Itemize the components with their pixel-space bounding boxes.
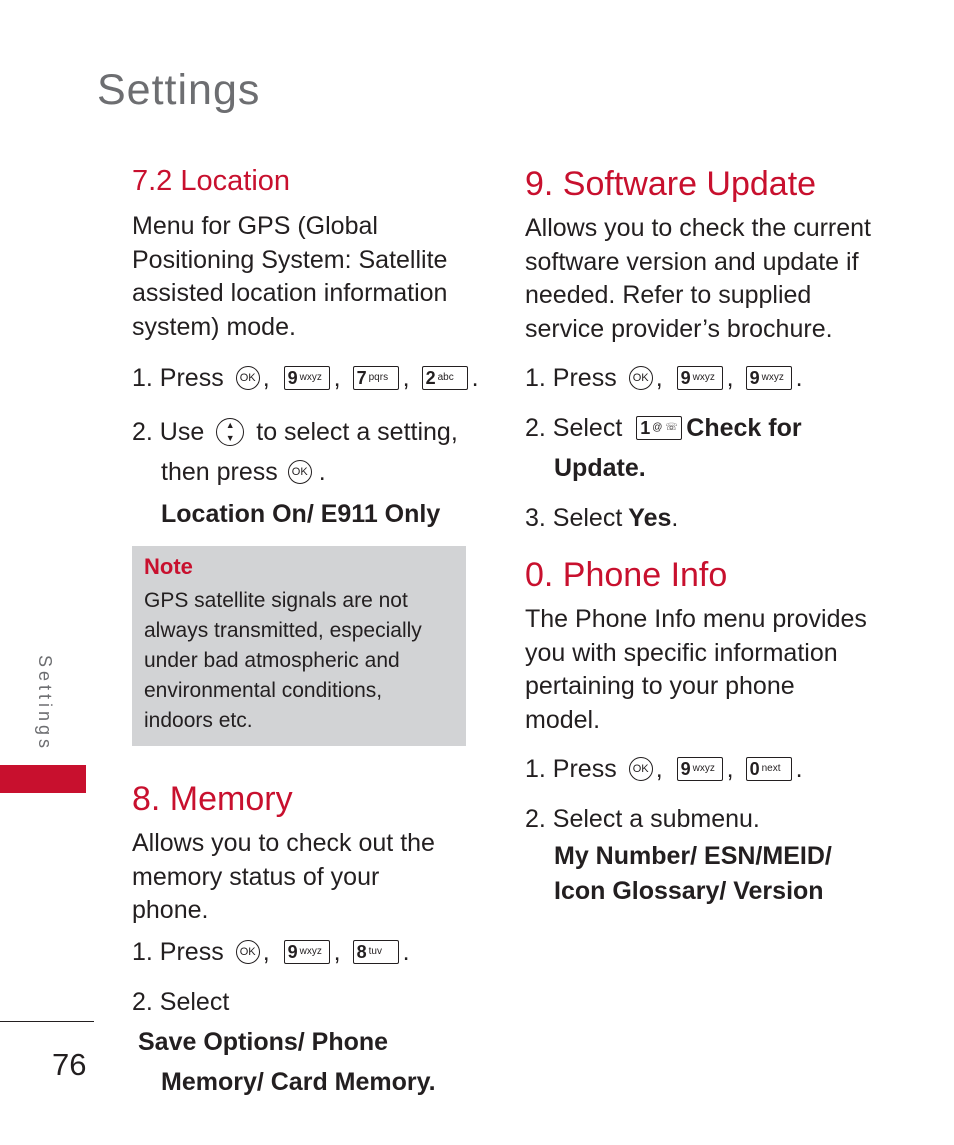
option-yes: Yes: [628, 504, 672, 532]
period: .: [671, 504, 679, 532]
location-heading: 7.2 Location: [132, 165, 291, 197]
page-title: Settings: [97, 66, 261, 114]
step-label: 2. Use: [132, 418, 205, 446]
phone-info-step-2: [525, 799, 875, 839]
ok-key-icon: OK: [629, 757, 653, 781]
option-list: Location On/ E911 Only: [161, 500, 441, 528]
option-list: Icon Glossary/ Version: [554, 877, 824, 905]
key-letters: next: [761, 763, 781, 774]
location-options: [132, 494, 482, 534]
key-digit: 9: [680, 368, 691, 388]
location-description: Menu for GPS (Global Positioning System: Satellite assisted location information system) mode.: [132, 212, 448, 341]
software-update-heading: 9. Software Update: [525, 165, 817, 203]
key-digit: 9: [287, 941, 298, 962]
key-8-icon: [353, 940, 399, 964]
key-9-icon: [677, 757, 723, 781]
key-letters: abc: [437, 372, 454, 383]
comma: ,: [333, 364, 341, 392]
step-label: 2. Select a submenu.: [525, 805, 760, 833]
key-digit: 7: [356, 368, 367, 388]
comma: ,: [262, 937, 270, 966]
location-step-2-cont: [132, 452, 482, 492]
option-check-for-update: Update.: [554, 454, 646, 482]
key-letters: tuv: [368, 945, 382, 957]
step-text: to select a setting,: [256, 418, 458, 446]
ok-key-icon: OK: [236, 366, 260, 390]
right-column: [525, 165, 875, 909]
key-digit: 0: [749, 759, 760, 779]
software-update-description: Allows you to check the current software version and update if needed. Refer to supplied service provider’s brochure.: [525, 214, 871, 343]
memory-description: Allows you to check out the memory status of your phone.: [132, 829, 435, 924]
side-tab-marker: [0, 765, 86, 793]
memory-heading: 8. Memory: [132, 780, 293, 818]
side-section-label: Settings: [35, 655, 55, 753]
option-list: Memory/ Card Memory.: [161, 1067, 436, 1096]
phone-info-description: The Phone Info menu provides you with specific information pertaining to your phone model.: [525, 605, 867, 734]
note-text: GPS satellite signals are not always transmitted, especially under bad atmospheric and environmental conditions, indoors etc.: [144, 589, 422, 732]
software-update-step-2: [525, 408, 875, 448]
phone-info-options: [525, 839, 875, 874]
step-label: 1. Press: [525, 755, 617, 783]
key-digit: 8: [356, 941, 367, 962]
software-update-step-2-cont: [525, 448, 875, 488]
key-9-icon: [284, 366, 330, 390]
step-label: 1. Press: [132, 937, 224, 966]
memory-step-2: [132, 982, 482, 1062]
nav-up-icon: ▲: [225, 420, 235, 430]
key-digit: 9: [749, 368, 760, 388]
note-box: [132, 546, 466, 746]
note-title: Note: [144, 554, 193, 579]
period: .: [795, 364, 803, 392]
step-label: 1. Press: [525, 364, 617, 392]
step-text: then press: [161, 458, 278, 486]
memory-step-2-cont: [132, 1062, 482, 1102]
comma: ,: [726, 755, 734, 783]
key-2-icon: [422, 366, 468, 390]
period: .: [471, 364, 479, 392]
location-step-2: [132, 412, 482, 452]
option-list: My Number/ ESN/MEID/: [554, 842, 832, 870]
key-9-icon: [746, 366, 792, 390]
comma: ,: [655, 364, 663, 392]
key-letters: wxyz: [761, 372, 784, 383]
key-digit: 2: [425, 368, 436, 388]
page-number-rule: [0, 1021, 94, 1022]
nav-key-icon: [216, 418, 244, 446]
step-label: 2. Select: [132, 987, 230, 1016]
option-list: Save Options/ Phone: [138, 1027, 389, 1056]
step-label: 1. Press: [132, 364, 224, 392]
key-digit: 1: [640, 418, 651, 438]
key-letters: wxyz: [692, 763, 715, 774]
ok-key-icon: OK: [288, 460, 312, 484]
phone-info-heading: 0. Phone Info: [525, 556, 728, 594]
period: .: [795, 755, 803, 783]
ok-key-icon: OK: [236, 940, 260, 964]
step-label: 2. Select: [525, 414, 623, 442]
comma: ,: [262, 364, 270, 392]
key-0-icon: [746, 757, 792, 781]
key-9-icon: [677, 366, 723, 390]
page-number: 76: [52, 1047, 87, 1082]
key-9-icon: [284, 940, 330, 964]
phone-info-options-cont: [525, 874, 875, 909]
nav-down-icon: ▼: [225, 433, 235, 443]
key-1-icon: [636, 416, 682, 440]
key-letters: wxyz: [692, 372, 715, 383]
location-step-1: [132, 358, 482, 398]
phone-info-step-1: [525, 749, 875, 789]
key-letters: wxyz: [299, 372, 322, 383]
key-digit: 9: [287, 368, 298, 388]
step-label: 3. Select: [525, 504, 623, 532]
key-letters: wxyz: [299, 945, 322, 957]
comma: ,: [333, 937, 341, 966]
comma: ,: [655, 755, 663, 783]
comma: ,: [402, 364, 410, 392]
ok-key-icon: OK: [629, 366, 653, 390]
software-update-step-1: [525, 358, 875, 398]
option-check-for-update: Check for: [686, 414, 802, 442]
left-column: [132, 165, 482, 1102]
key-letters: pqrs: [368, 372, 389, 383]
key-digit: 9: [680, 759, 691, 779]
software-update-step-3: [525, 498, 875, 538]
comma: ,: [726, 364, 734, 392]
period: .: [402, 937, 410, 966]
key-letters: @ ☏: [652, 422, 678, 433]
memory-step-1: [132, 932, 482, 972]
period: .: [318, 458, 326, 486]
key-7-icon: [353, 366, 399, 390]
